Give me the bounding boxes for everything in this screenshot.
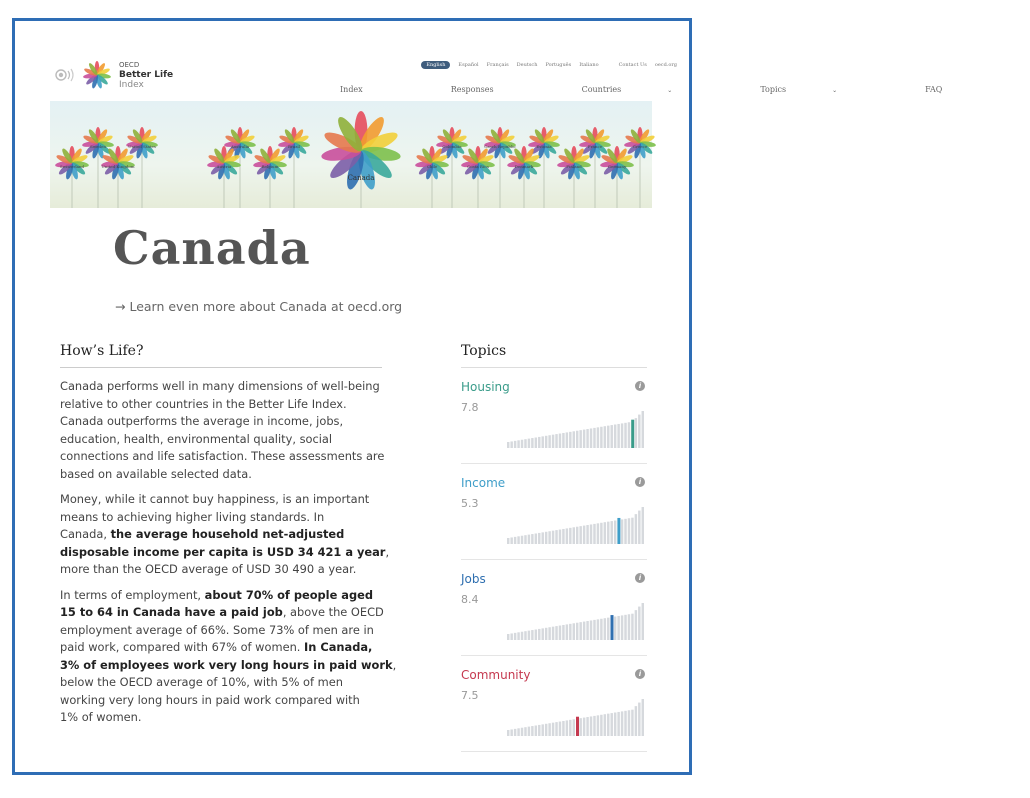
country-rank-bar xyxy=(586,621,588,640)
p3-line xyxy=(60,604,382,622)
country-rank-bar xyxy=(617,616,619,640)
country-rank-bar xyxy=(538,533,540,544)
country-flower[interactable] xyxy=(507,146,541,208)
country-rank-bar xyxy=(548,723,550,736)
country-rank-bar xyxy=(528,535,530,544)
country-flower-label: Belgium xyxy=(261,164,279,169)
country-flower-label: Brazil xyxy=(288,144,300,149)
country-rank-bar xyxy=(597,715,599,736)
topic-name: Income xyxy=(461,476,506,490)
country-rank-bar xyxy=(535,437,537,448)
country-rank-bar xyxy=(624,423,626,448)
country-rank-bar xyxy=(593,620,595,640)
country-rank-bar xyxy=(621,519,623,544)
country-flower-label: Germany xyxy=(607,164,627,169)
country-flower-label: Colombia xyxy=(442,144,462,149)
country-rank-bar xyxy=(514,729,516,736)
topic-name: Housing xyxy=(461,380,510,394)
country-rank-bar xyxy=(624,615,626,640)
country-rank-bar xyxy=(528,631,530,640)
country-rank-bar xyxy=(593,716,595,736)
country-rank-bar xyxy=(521,440,523,448)
topic-name: Jobs xyxy=(461,572,486,586)
info-icon[interactable]: i xyxy=(635,669,645,679)
country-rank-bar xyxy=(510,441,512,448)
country-rank-bar xyxy=(542,436,544,448)
country-rank-bar xyxy=(583,718,585,736)
p2-line xyxy=(60,526,382,544)
country-flower-label: Greece xyxy=(632,144,648,149)
country-rank-bar xyxy=(569,720,571,736)
country-rank-bar xyxy=(559,530,561,544)
country-flower[interactable] xyxy=(461,146,495,208)
country-rank-bar xyxy=(628,518,630,544)
country-rank-bar xyxy=(635,610,637,640)
info-icon[interactable]: i xyxy=(635,573,645,583)
logo-line-index: Index xyxy=(119,80,144,90)
country-rank-bar xyxy=(507,634,509,640)
country-rank-bar xyxy=(538,725,540,736)
country-rank-bar xyxy=(642,411,644,448)
country-rank-bar xyxy=(614,425,616,448)
p1-line: relative to other countries in the Better Life Index. xyxy=(60,396,347,411)
country-rank-bar xyxy=(621,711,623,736)
country-rank-bar xyxy=(631,710,633,736)
country-rank-bar xyxy=(611,713,613,736)
info-icon[interactable]: i xyxy=(635,381,645,391)
country-rank-bar xyxy=(528,439,530,448)
nav-index-label: Index xyxy=(340,85,363,94)
p2-line: means to achieving higher living standards. In xyxy=(60,509,325,524)
p3-line: below the OECD average of 10%, with 5% of men xyxy=(60,675,343,689)
country-rank-bar xyxy=(604,426,606,448)
country-rank-bar xyxy=(597,523,599,544)
contact-us-link[interactable]: Contact Us xyxy=(618,62,647,68)
country-rank-bar xyxy=(611,521,613,544)
country-rank-bar xyxy=(559,722,561,736)
country-rank-bar-highlight xyxy=(617,518,620,544)
country-flower[interactable] xyxy=(600,146,634,208)
country-flower[interactable] xyxy=(207,146,241,208)
p3-text: , above the OECD xyxy=(282,605,384,619)
country-rank-bar xyxy=(559,626,561,640)
country-flower-label: Estonia xyxy=(536,144,552,149)
country-rank-bar xyxy=(635,706,637,736)
country-flower-label: Finland xyxy=(566,164,582,169)
p1-line: based on available selected data. xyxy=(60,466,252,481)
country-rank-bar xyxy=(548,627,550,640)
country-rank-bar xyxy=(548,435,550,448)
country-rank-bar xyxy=(531,630,533,640)
p3-emphasis: In Canada, xyxy=(304,640,373,654)
country-rank-bar xyxy=(576,431,578,448)
lang-espanol[interactable]: Español xyxy=(458,62,479,68)
country-rank-bar xyxy=(542,628,544,640)
p3-line: employment average of 66%. Some 73% of men are in xyxy=(60,622,374,637)
p3-text: paid work, compared with 67% of women. xyxy=(60,640,305,654)
country-rank-bar xyxy=(562,721,564,736)
country-rank-bar xyxy=(635,418,637,448)
country-rank-bar xyxy=(642,699,644,736)
country-rank-bar xyxy=(607,522,609,544)
country-rank-bar xyxy=(576,623,578,640)
country-flower-label: Australia xyxy=(230,144,250,149)
topic-community[interactable] xyxy=(461,656,647,752)
p2-line xyxy=(60,544,390,562)
lang-portugues[interactable]: Português xyxy=(545,62,572,68)
main-nav xyxy=(340,85,1030,94)
nav-countries-label: Countries xyxy=(581,85,622,94)
country-rank-bar xyxy=(590,428,592,448)
p2-emphasis: the average household net-adjusted xyxy=(110,527,345,541)
logo-line-better-life: Better Life xyxy=(119,70,174,80)
p3-line xyxy=(60,639,382,657)
country-rank-bar xyxy=(579,622,581,640)
country-rank-bar xyxy=(510,633,512,640)
country-rank-bar xyxy=(552,531,554,544)
country-rank-bar xyxy=(628,710,630,736)
country-rank-bar xyxy=(590,524,592,544)
country-rank-bar xyxy=(555,434,557,448)
country-rank-bar xyxy=(559,434,561,448)
country-rank-bar xyxy=(583,430,585,448)
country-rank-bar xyxy=(514,441,516,448)
country-rank-bar xyxy=(607,426,609,448)
p3-emphasis: 15 to 64 in Canada have a paid job xyxy=(60,605,283,619)
p3-line xyxy=(60,587,382,605)
topics-heading: Topics xyxy=(461,343,647,368)
country-rank-bar xyxy=(569,624,571,640)
country-rank-bar xyxy=(569,432,571,448)
page-title: Canada xyxy=(113,221,311,275)
country-rank-bar xyxy=(555,722,557,736)
topic-ranking-bars xyxy=(507,698,645,736)
country-rank-bar xyxy=(583,622,585,640)
country-rank-bar xyxy=(614,713,616,736)
flower-field xyxy=(50,101,652,208)
country-rank-bar xyxy=(628,422,630,448)
country-rank-bar xyxy=(573,431,575,448)
country-rank-bar xyxy=(552,435,554,448)
country-flower-label: Sweden xyxy=(89,144,107,149)
country-rank-bar xyxy=(535,533,537,544)
country-flower[interactable] xyxy=(557,146,591,208)
country-rank-bar-highlight xyxy=(576,717,579,736)
p3-text: , xyxy=(392,657,397,672)
country-rank-bar xyxy=(510,729,512,736)
hows-life-heading: How’s Life? xyxy=(60,343,382,368)
p1-line: Canada outperforms the average in income, jobs, xyxy=(60,414,344,428)
topic-name: Community xyxy=(461,668,531,682)
country-rank-bar xyxy=(538,629,540,640)
lang-italiano[interactable]: Italiano xyxy=(579,62,599,68)
p3-emphasis: 3% of employees work very long hours in paid work xyxy=(60,657,393,672)
p1-line: Canada performs well in many dimensions of well-being xyxy=(60,379,380,393)
country-rank-bar xyxy=(586,525,588,544)
country-rank-bar xyxy=(517,728,519,736)
country-rank-bar xyxy=(628,614,630,640)
country-flower-label: Canada xyxy=(347,174,375,182)
nav-faq-label: FAQ xyxy=(925,85,943,94)
country-rank-bar xyxy=(604,522,606,544)
country-rank-bar xyxy=(621,423,623,448)
p2-line: Money, while it cannot buy happiness, is an important xyxy=(60,492,370,506)
hows-life-paragraph-3 xyxy=(60,587,397,727)
topic-ranking-bars xyxy=(507,410,645,448)
p2-text: , xyxy=(385,544,390,559)
country-rank-bar xyxy=(555,626,557,640)
country-rank-bar xyxy=(604,618,606,640)
country-rank-bar xyxy=(555,530,557,544)
country-rank-bar xyxy=(638,607,640,640)
country-rank-bar xyxy=(638,511,640,544)
p2-text: Canada, xyxy=(60,527,111,541)
country-rank-bar xyxy=(531,726,533,736)
country-rank-bar xyxy=(566,528,568,544)
country-rank-bar xyxy=(566,720,568,736)
country-rank-bar xyxy=(586,429,588,448)
country-rank-bar-highlight xyxy=(611,615,614,640)
nav-faq[interactable] xyxy=(925,85,986,94)
country-rank-bar xyxy=(631,614,633,640)
chevron-down-icon: ⌄ xyxy=(832,87,838,94)
country-rank-bar xyxy=(642,507,644,544)
topic-score: 7.5 xyxy=(461,689,479,702)
country-rank-bar xyxy=(586,717,588,736)
p3-line: 1% of women. xyxy=(60,710,142,724)
country-rank-bar xyxy=(566,624,568,640)
topic-score: 8.4 xyxy=(461,593,479,606)
p3-line xyxy=(60,657,397,675)
country-rank-bar xyxy=(590,620,592,640)
country-flower-banner[interactable] xyxy=(50,101,652,208)
country-flower-label: United States xyxy=(128,144,156,149)
country-flower[interactable] xyxy=(101,146,135,208)
country-rank-bar xyxy=(579,430,581,448)
lang-deutsch[interactable]: Deutsch xyxy=(516,62,538,68)
country-rank-bar xyxy=(517,536,519,544)
country-rank-bar xyxy=(524,631,526,640)
country-rank-bar xyxy=(562,529,564,544)
country-rank-bar xyxy=(517,440,519,448)
lang-english[interactable]: English xyxy=(421,61,450,69)
country-rank-bar xyxy=(545,436,547,448)
country-rank-bar xyxy=(604,714,606,736)
logo-text xyxy=(119,60,173,90)
country-rank-bar xyxy=(545,628,547,640)
topic-score: 5.3 xyxy=(461,497,479,510)
nav-responses[interactable] xyxy=(451,85,538,94)
country-flower-label: Czech Republic xyxy=(484,144,516,149)
country-flower-label: Switzerland xyxy=(59,164,85,169)
p3-text: In terms of employment, xyxy=(60,587,205,602)
country-rank-bar xyxy=(569,528,571,544)
nav-topics-label: Topics xyxy=(760,85,787,94)
country-rank-bar xyxy=(593,428,595,448)
country-rank-bar xyxy=(521,728,523,736)
country-rank-bar xyxy=(524,727,526,736)
country-rank-bar xyxy=(600,523,602,544)
topics-panel xyxy=(461,343,647,752)
nav-topics[interactable] xyxy=(760,85,881,94)
country-flower[interactable] xyxy=(624,127,656,208)
country-rank-bar xyxy=(517,632,519,640)
country-rank-bar xyxy=(507,442,509,448)
country-rank-bar xyxy=(614,617,616,640)
sound-icon[interactable] xyxy=(55,67,77,83)
p2-emphasis: disposable income per capita is USD 34 421 a year xyxy=(60,544,386,559)
country-rank-bar xyxy=(583,526,585,544)
topic-ranking-bars xyxy=(507,602,645,640)
country-rank-bar xyxy=(542,724,544,736)
better-life-flower-icon xyxy=(81,59,113,91)
country-rank-bar xyxy=(617,712,619,736)
country-rank-bar xyxy=(545,532,547,544)
country-rank-bar xyxy=(521,536,523,544)
lang-francais[interactable]: Français xyxy=(486,62,509,68)
country-rank-bar xyxy=(614,521,616,544)
country-rank-bar xyxy=(507,730,509,736)
topic-housing[interactable] xyxy=(461,368,647,464)
country-flower-label: Austria xyxy=(216,164,232,169)
country-rank-bar xyxy=(524,439,526,448)
country-rank-bar xyxy=(573,623,575,640)
country-flower[interactable] xyxy=(415,146,449,208)
p1-line: education, health, environmental quality, social xyxy=(60,431,333,446)
country-rank-bar xyxy=(510,537,512,544)
country-rank-bar xyxy=(576,527,578,544)
country-rank-bar xyxy=(566,432,568,448)
site-header xyxy=(15,21,943,101)
country-rank-bar xyxy=(514,537,516,544)
p3-emphasis: about 70% of people aged xyxy=(204,587,373,602)
country-rank-bar xyxy=(573,527,575,544)
country-rank-bar xyxy=(579,718,581,736)
topic-income[interactable] xyxy=(461,464,647,560)
country-flower[interactable] xyxy=(579,127,611,208)
country-rank-bar xyxy=(593,524,595,544)
country-rank-bar xyxy=(600,715,602,736)
learn-more-link[interactable]: → Learn even more about Canada at oecd.org xyxy=(115,299,403,314)
country-rank-bar xyxy=(579,526,581,544)
hows-life-paragraph-2 xyxy=(60,491,390,579)
site-logo[interactable] xyxy=(55,59,173,91)
country-rank-bar xyxy=(597,427,599,448)
country-rank-bar xyxy=(642,603,644,640)
country-rank-bar xyxy=(611,425,613,448)
country-flower-label: United Kingdom xyxy=(101,164,135,169)
country-rank-bar xyxy=(635,514,637,544)
country-rank-bar xyxy=(624,711,626,736)
country-rank-bar xyxy=(528,727,530,736)
country-rank-bar xyxy=(535,725,537,736)
country-rank-bar xyxy=(600,427,602,448)
p1-line: connections and life satisfaction. These assessments are xyxy=(60,449,385,463)
country-rank-bar xyxy=(521,632,523,640)
country-rank-bar xyxy=(562,433,564,448)
country-flower-label: Chile xyxy=(426,164,438,169)
country-rank-bar xyxy=(548,531,550,544)
nav-countries[interactable] xyxy=(582,85,717,94)
country-rank-bar xyxy=(524,535,526,544)
country-rank-bar xyxy=(507,538,509,544)
country-rank-bar xyxy=(535,629,537,640)
topic-ranking-bars xyxy=(507,506,645,544)
country-flower[interactable] xyxy=(320,111,401,208)
country-flower[interactable] xyxy=(278,127,310,208)
country-rank-bar xyxy=(624,519,626,544)
country-rank-bar xyxy=(607,618,609,640)
country-rank-bar xyxy=(514,633,516,640)
nav-index[interactable] xyxy=(340,85,407,94)
nav-responses-label: Responses xyxy=(450,85,494,94)
country-rank-bar xyxy=(573,719,575,736)
country-rank-bar xyxy=(590,716,592,736)
country-rank-bar xyxy=(638,415,640,448)
country-flower[interactable] xyxy=(253,146,287,208)
country-rank-bar xyxy=(531,438,533,448)
oecd-org-link[interactable]: oecd.org xyxy=(654,62,677,68)
country-rank-bar xyxy=(621,615,623,640)
p3-line: working very long hours in paid work compared with xyxy=(60,692,360,707)
chevron-down-icon: ⌄ xyxy=(667,87,673,94)
logo-line-oecd: OECD xyxy=(119,61,140,69)
country-rank-bar xyxy=(597,619,599,640)
country-rank-bar xyxy=(638,703,640,736)
p2-line: more than the OECD average of USD 30 490 a year. xyxy=(60,562,357,576)
country-rank-bar xyxy=(545,724,547,736)
country-rank-bar xyxy=(542,532,544,544)
country-rank-bar-highlight xyxy=(631,420,634,448)
country-rank-bar xyxy=(538,437,540,448)
country-flower-label: France xyxy=(587,144,603,149)
country-rank-bar xyxy=(631,518,633,544)
country-rank-bar xyxy=(552,723,554,736)
country-rank-bar xyxy=(617,424,619,448)
country-rank-bar xyxy=(531,534,533,544)
language-switcher xyxy=(413,61,677,69)
country-flower-label: Costa Rica xyxy=(467,164,489,169)
topic-jobs[interactable] xyxy=(461,560,647,656)
country-rank-bar xyxy=(607,714,609,736)
country-rank-bar xyxy=(562,625,564,640)
country-rank-bar xyxy=(600,619,602,640)
info-icon[interactable]: i xyxy=(635,477,645,487)
country-rank-bar xyxy=(552,627,554,640)
topic-score: 7.8 xyxy=(461,401,479,414)
country-flower[interactable] xyxy=(55,146,89,208)
country-flower-label: Denmark xyxy=(514,164,534,169)
hows-life-section xyxy=(60,343,397,735)
screenshot-frame xyxy=(12,18,943,775)
hows-life-paragraph-1 xyxy=(60,378,385,483)
